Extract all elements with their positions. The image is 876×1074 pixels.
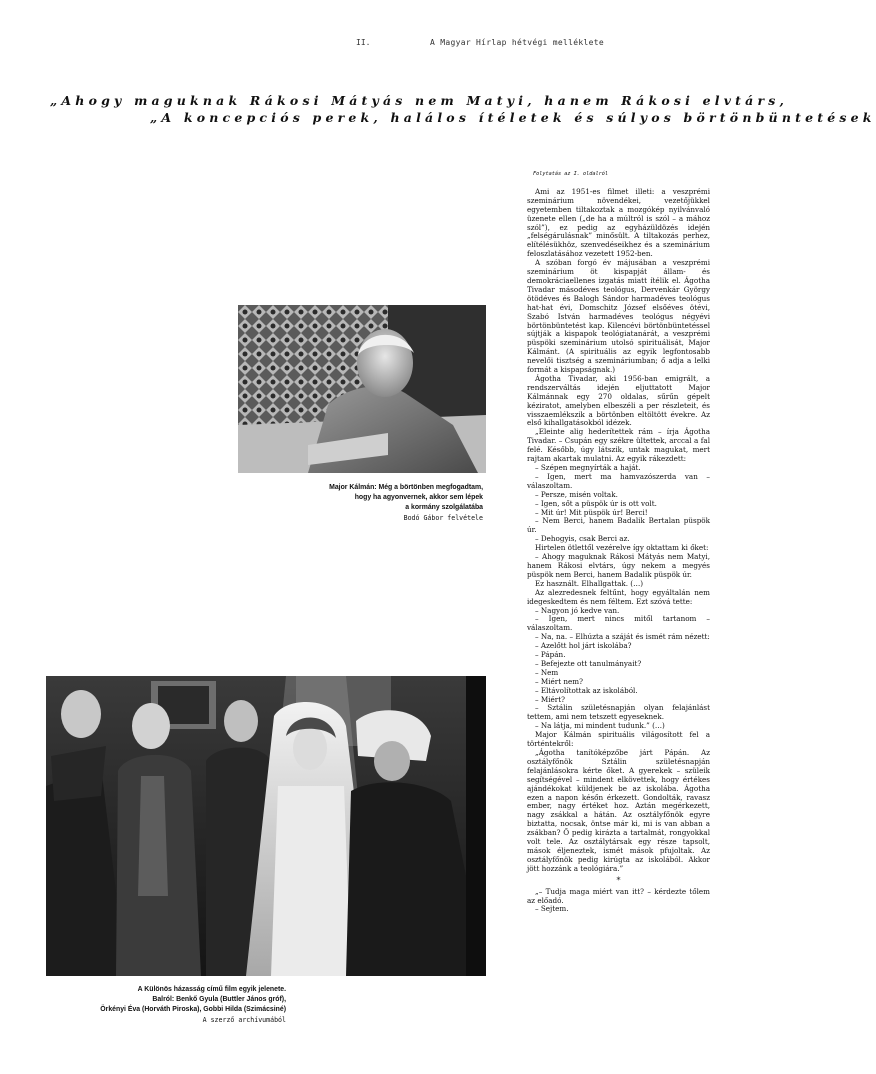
headline-line-1: „Ahogy maguknak Rákosi Mátyás nem Matyi, hanem Rákosi elvtárs, bbox=[50, 93, 789, 108]
article-paragraph: – Szépen megnyírták a haját. bbox=[535, 463, 641, 472]
article-paragraph: Ami az 1951-es filmet illeti: a veszprémi szeminárium növendékei, vezetőjükkel egyetemben tiltakoztak a mozgókép nyilvánvaló üzenete ellen („de ha a múltról is szól – a mához szól”), ez pedig az egyházüldözés idején „felségárulásnak” minősült. A tiltakozás perhez, elítélésükhöz, szenvedéseikhez és a szeminárium feloszlatásához vezetett 1952-ben. bbox=[527, 186, 710, 259]
photo2-credit: A szerző archívumából bbox=[202, 1016, 286, 1024]
article-paragraph: Az alezredesnek feltűnt, hogy egyáltalán nem idegeskedtem és nem féltem. Ezt szóvá tette: bbox=[527, 587, 710, 606]
article-column bbox=[527, 170, 710, 914]
portrait-photo bbox=[238, 305, 486, 473]
article-paragraph: – Miért nem? bbox=[535, 676, 583, 686]
photo-film-still bbox=[46, 676, 486, 976]
article-paragraph: – Eltávolítottak az iskolából. bbox=[535, 685, 638, 695]
photo1-caption-line: a kormány szolgálatába bbox=[405, 504, 483, 511]
photo2-caption bbox=[20, 985, 286, 1025]
continuation-note: Folytatás az I. oldalról bbox=[533, 171, 608, 177]
photo2-caption-line: Örkényi Éva (Horváth Piroska), Gobbi Hilda (Szimácsiné) bbox=[100, 1006, 286, 1013]
article-paragraph: – Na, na. – Elhúzta a száját és ismét rám nézett: bbox=[535, 632, 710, 642]
article-paragraph: – Igen, mert nincs mitől tartanom – válaszoltam. bbox=[527, 614, 710, 633]
film-still-photo bbox=[46, 676, 486, 976]
photo-major-kalman bbox=[238, 305, 486, 473]
page-number: II. bbox=[356, 38, 371, 47]
article-paragraph: – Mit úr! Mit püspök úr! Berci! bbox=[535, 507, 648, 517]
photo1-credit: Bodó Gábor felvétele bbox=[403, 514, 483, 522]
article-paragraph: – Azelőtt hol járt iskolába? bbox=[535, 641, 632, 651]
article-paragraph: – Ahogy maguknak Rákosi Mátyás nem Matyi, hanem Rákosi elvtárs, úgy nekem a megyés püspök nem Berci, hanem Badalik püspök úr. bbox=[527, 552, 710, 579]
article-paragraph: – Nem bbox=[535, 667, 559, 677]
article-paragraph: – Sztálin születésnapján olyan felajánlást tettem, ami nem tetszett egyeseknek. bbox=[527, 703, 710, 722]
article-paragraph: – Igen, mert ma hamvazószerda van – válaszoltam. bbox=[527, 471, 710, 490]
article-paragraph: „– Tudja maga miért van itt? – kérdezte tőlem az előadó. bbox=[527, 886, 710, 905]
article-paragraph: – Befejezte ott tanulmányait? bbox=[535, 658, 642, 668]
photo1-caption bbox=[300, 483, 483, 523]
article-paragraph: – Nem Berci, hanem Badalik Bertalan püspök úr. bbox=[527, 516, 710, 535]
photo1-caption-line: Major Kálmán: Még a börtönben megfogadtam, bbox=[329, 484, 483, 491]
section-separator: * bbox=[616, 875, 621, 885]
article-paragraph: – Igen, sőt a püspök úr is ott volt. bbox=[535, 498, 657, 508]
article-paragraph: – Sejtem. bbox=[535, 904, 569, 914]
article-paragraph: Ez használt. Elhallgattak. (…) bbox=[535, 578, 644, 588]
article-paragraph: Hirtelen ötlettől vezérelve így oktattam ki őket: bbox=[535, 543, 709, 553]
article-paragraph: – Dehogyis, csak Berci az. bbox=[535, 534, 630, 544]
publication-name: A Magyar Hírlap hétvégi melléklete bbox=[430, 38, 604, 47]
article-paragraph: – Miért? bbox=[535, 694, 565, 704]
article-paragraph: „Eleinte alig hederítettek rám – írja Ágotha Tivadar. – Csupán egy székre ültettek, arccal a fal felé. Később, úgy látszik, untak magukat, mert rajtam akartak mulatni. Az egyik rákezdett: bbox=[527, 427, 710, 464]
article-paragraph: Ágotha Tivadar, aki 1956-ban emigrált, a rendszerváltás idején eljuttatott Major Kálmánnak egy 270 oldalas, sűrűn gépelt kéziratot, amelyben elbeszéli a per részleteit, és visszaemlékszik a börtönben eltöltött évekre. Az első kihallgatásokból idézek. bbox=[527, 373, 710, 428]
photo2-caption-line: A Különös házasság című film egyik jelenete. bbox=[137, 986, 286, 993]
article-body-continued bbox=[527, 888, 710, 915]
article-paragraph: Major Kálmán spirituális világosított fel a történtekről: bbox=[527, 730, 710, 749]
article-paragraph: – Persze, misén voltak. bbox=[535, 489, 618, 499]
photo1-caption-line: hogy ha agyonvernek, akkor sem lépek bbox=[354, 494, 483, 501]
headline-line-2: „A koncepciós perek, halálos ítéletek és súlyos börtönbüntetések bbox=[150, 110, 876, 125]
article-paragraph: – Nagyon jó kedve van. bbox=[535, 605, 620, 615]
photo2-caption-line: Balról: Benkő Gyula (Buttler János gróf), bbox=[152, 996, 286, 1003]
article-paragraph: A szóban forgó év májusában a veszprémi szeminárium öt kispapját állam- és demokráciaellenes izgatás miatt ítélik el. Ágotha Tivadar másodéves teológus, Dervenkár György ötödéves és Balogh Sándor harmadéves teológus hat-hat évi, Domschitz József elsőéves ötévi, Szabó István harmadéves teológus négyévi börtönbüntetést kap. Kilencévi börtönbüntetéssel sújtják a kispapok teológiatanárát, a veszprémi püspöki szeminárium utolsó spirituálisát, Major Kálmánt. (A spirituális az egyik legfontosabb nevelői tisztség a szemináriumban; ő adja a lelki formát a kispapságnak.) bbox=[527, 258, 710, 375]
article-paragraph: „Ágotha tanítóképzőbe járt Pápán. Az osztályfőnök Sztálin születésnapján felajánlásokra kérte őket. A gyerekek – szüleik segítségével – mindent elkövettek, hogy értékes ajándékokat küldjenek be az iskolába. Ágotha ezen a napon későn érkezett. Gondolták, ravasz ember, nagy értéket hoz. Aztán megérkezett, nagy zsákkal a hátán. Az osztályfőnök egyre biztatta, nocsak, öntse már ki, mi is van abban a zsákban? Ő pedig kirázta a tartalmát, rongyokkal volt tele. Az osztálytársak egy része tapsolt, mások éljeneztek, ismét mások pfujoltak. Az osztályfőnök pedig kirúgta az iskolából. Akkor jött hozzánk a teológiára.” bbox=[527, 748, 710, 873]
article-paragraph: – Pápán. bbox=[535, 650, 566, 660]
article-paragraph: – Na látja, mi mindent tudunk.” (…) bbox=[535, 721, 665, 731]
article-body bbox=[527, 188, 710, 874]
